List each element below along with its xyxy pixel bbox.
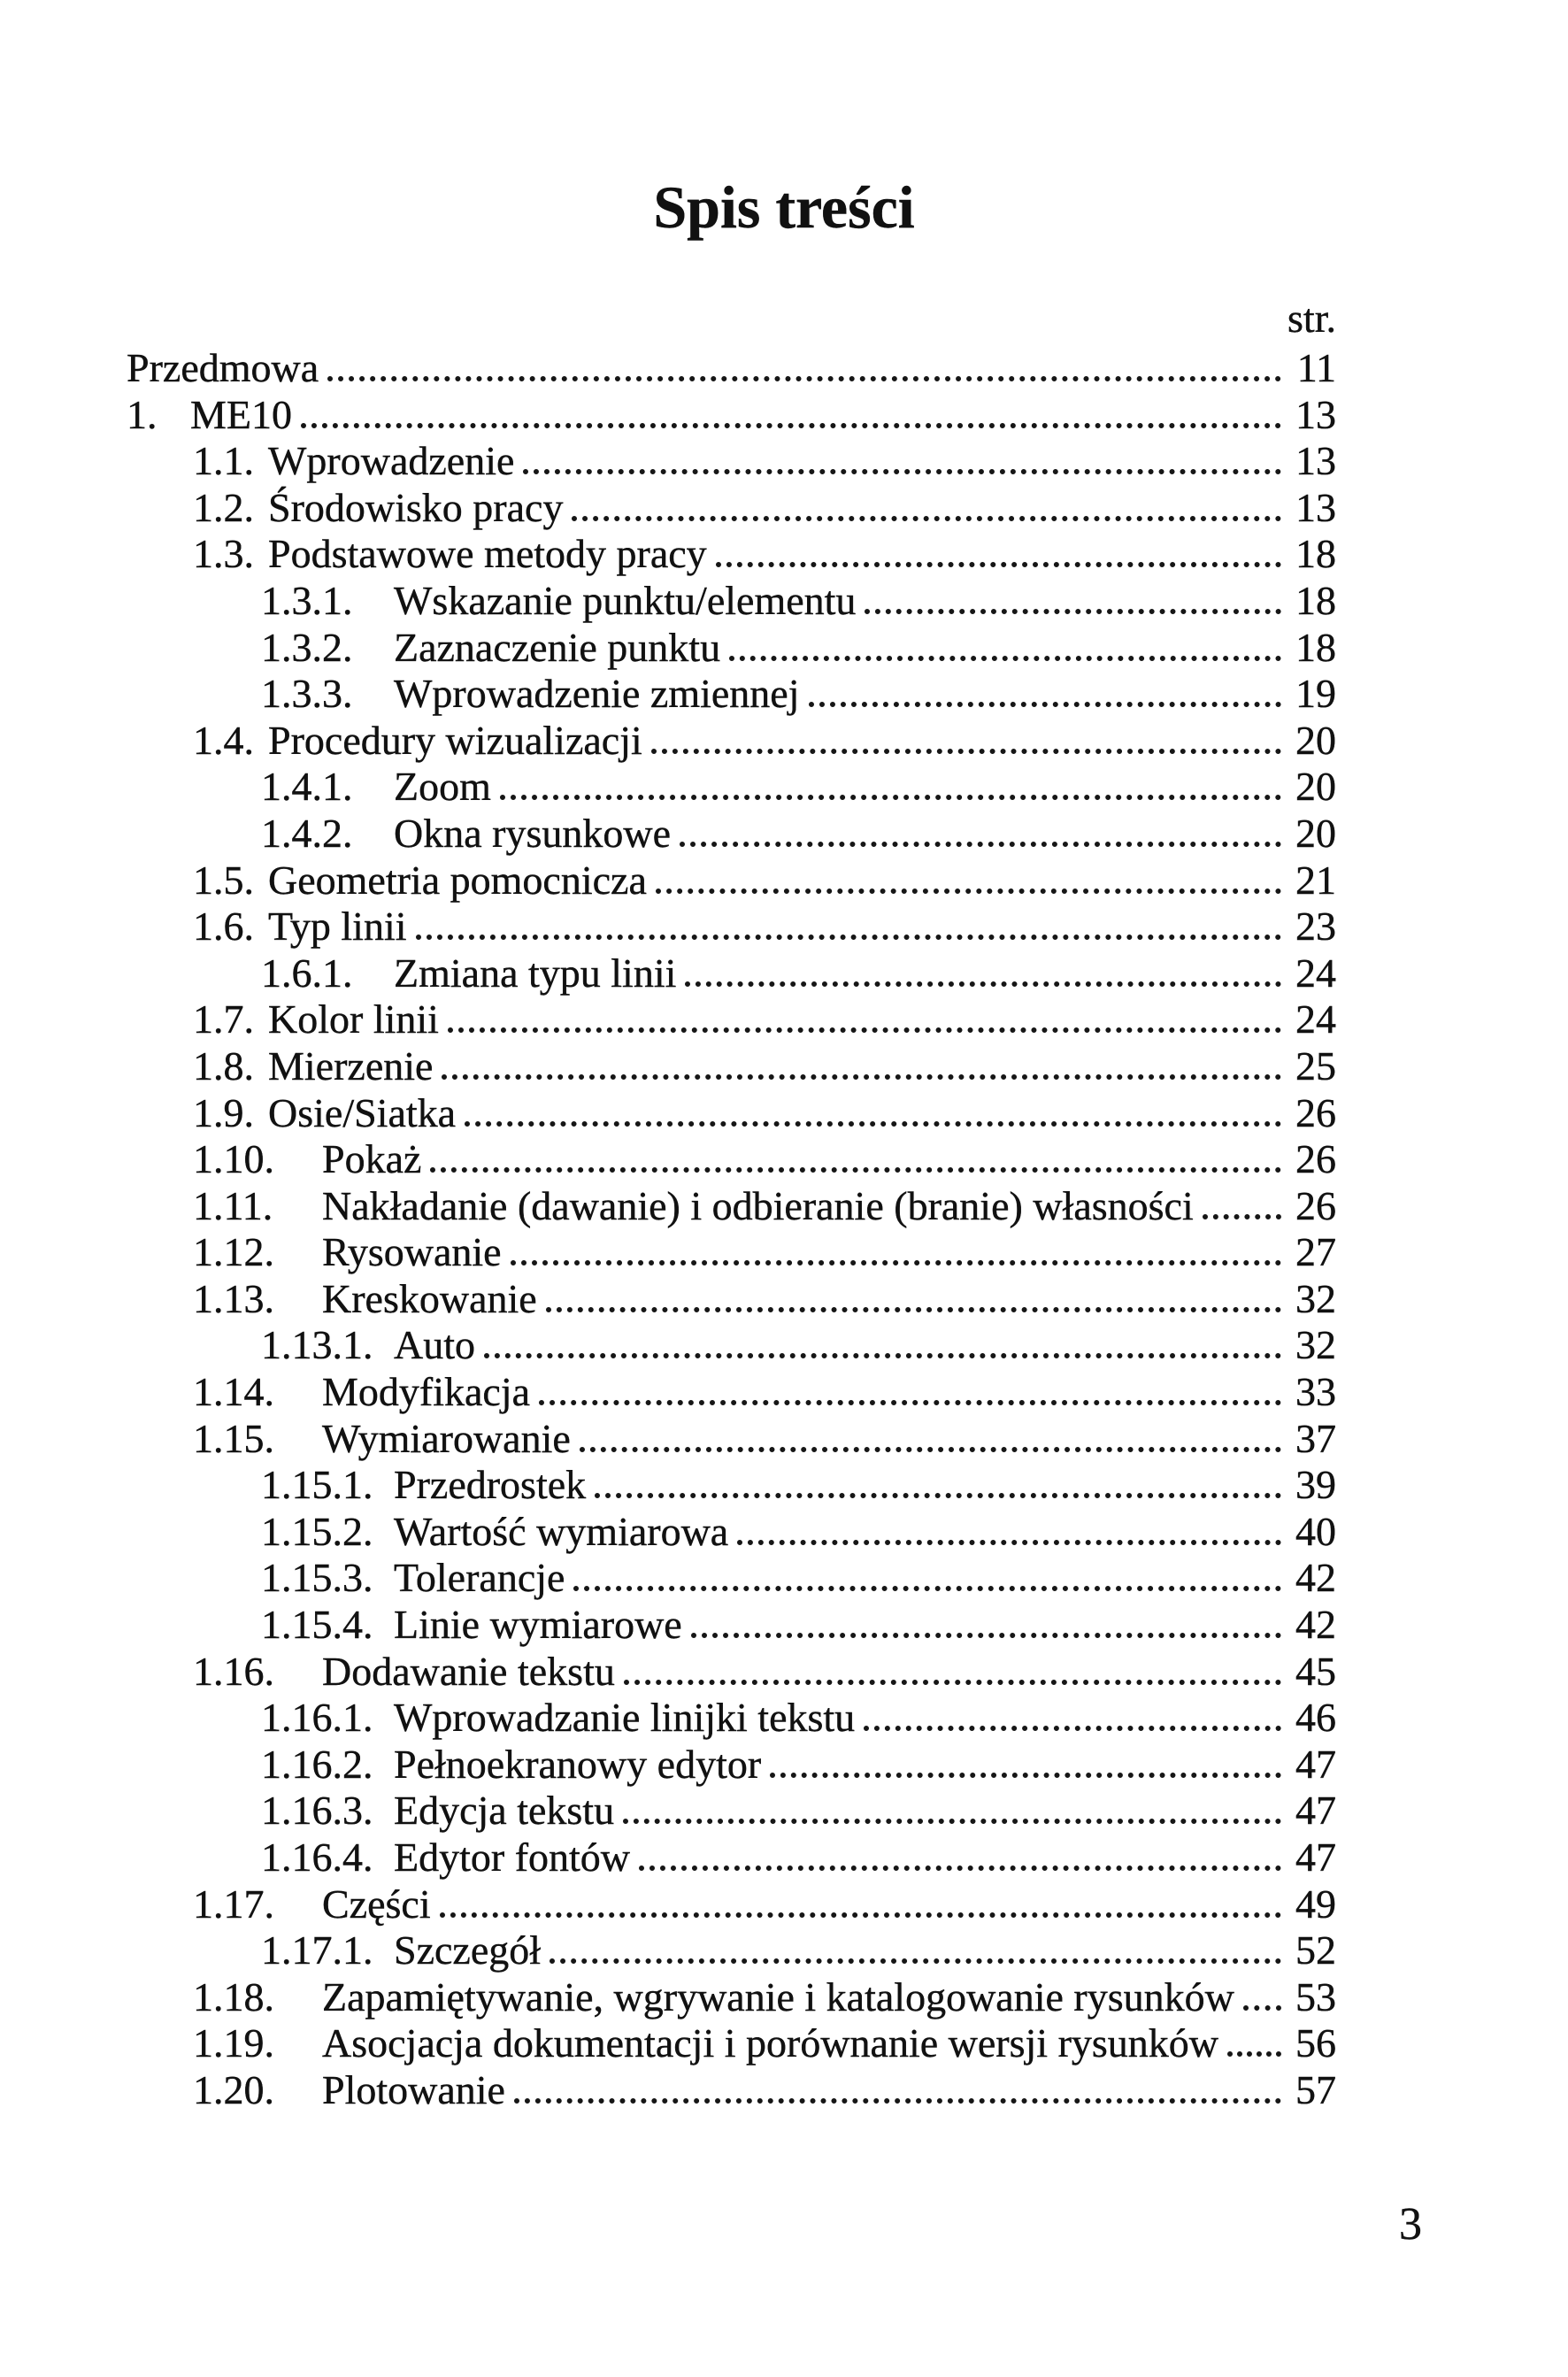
toc-row: [127, 1881, 1336, 1928]
toc-entry-label: 1.4.: [193, 717, 254, 763]
toc-entry-label: 1.15.1.: [261, 1462, 373, 1508]
toc-entry-title: Okna rysunkowe: [394, 810, 671, 856]
toc-row: [127, 1183, 1336, 1230]
leader-dots: [770, 1767, 1281, 1778]
toc-entry-title: Linie wymiarowe: [394, 1602, 682, 1648]
toc-row: [127, 1742, 1336, 1789]
toc-entry-page: 32: [1295, 1275, 1336, 1321]
leader-dots: [685, 976, 1281, 987]
toc-entry-page: 42: [1295, 1555, 1336, 1601]
toc-entry-page: 52: [1295, 1927, 1336, 1973]
toc-entry-label: 1.15.4.: [261, 1602, 373, 1648]
toc-row: [127, 1322, 1336, 1369]
leader-dots: [511, 1255, 1281, 1265]
toc-entry-title: Środowisko pracy: [268, 484, 564, 530]
toc-entry-title: Wymiarowanie: [322, 1415, 571, 1461]
leader-dots: [595, 1488, 1281, 1498]
toc-entry-page: 24: [1295, 996, 1336, 1042]
toc-entry-title: Osie/Siatka: [268, 1089, 457, 1135]
toc-row: [127, 950, 1336, 997]
toc-entry-title: Kreskowanie: [322, 1275, 537, 1321]
leader-dots: [864, 1720, 1281, 1731]
toc-entry-page: 53: [1295, 1973, 1336, 2019]
toc-row: [127, 1416, 1336, 1463]
toc-entry-label: 1.12.: [193, 1229, 274, 1275]
leader-dots: [729, 650, 1281, 661]
toc-entry-label: 1.15.3.: [261, 1555, 373, 1601]
toc-row: [127, 996, 1336, 1043]
leader-dots: [301, 418, 1281, 428]
toc-entry-label: 1.17.: [193, 1881, 274, 1927]
toc-entry-title: Wprowadzanie linijki tekstu: [394, 1695, 856, 1741]
toc-entry-page: 32: [1295, 1322, 1336, 1368]
toc-row: [127, 2067, 1336, 2114]
toc-entry-label: 1.3.1.: [261, 577, 353, 623]
leader-dots: [1227, 2046, 1281, 2057]
toc-entry-page: 56: [1295, 2020, 1336, 2066]
toc-entry-title: Części: [322, 1881, 431, 1927]
leader-dots: [1243, 2000, 1281, 2011]
leader-dots: [572, 511, 1281, 521]
toc-entry-label: 1.20.: [193, 2066, 274, 2112]
page-column-header: str.: [1287, 296, 1336, 341]
toc-entry-page: 47: [1295, 1741, 1336, 1787]
toc-entry-label: 1.11.: [193, 1182, 273, 1228]
toc-entry-page: 47: [1295, 1835, 1336, 1880]
leader-dots: [484, 1348, 1281, 1358]
toc-row: [127, 1788, 1336, 1835]
toc-row: [127, 718, 1336, 765]
leader-dots: [500, 789, 1281, 800]
leader-dots: [691, 1627, 1281, 1638]
leader-dots: [651, 743, 1281, 754]
toc-entry-title: Auto: [394, 1322, 475, 1368]
toc-row: [127, 1043, 1336, 1090]
toc-entry-page: 18: [1295, 531, 1336, 577]
toc-entry-label: 1.15.: [193, 1415, 274, 1461]
toc-entry-title: Wprowadzenie: [268, 438, 515, 484]
leader-dots: [623, 1813, 1281, 1824]
toc-entry-page: 42: [1295, 1602, 1336, 1648]
leader-dots: [580, 1442, 1281, 1452]
toc-entry-title: Podstawowe metody pracy: [268, 531, 707, 577]
toc-entry-page: 20: [1295, 810, 1336, 856]
leader-dots: [573, 1581, 1281, 1591]
toc-row: [127, 345, 1336, 392]
toc-entry-page: 19: [1295, 671, 1336, 717]
leader-dots: [440, 1907, 1281, 1918]
toc-entry-label: 1.16.1.: [261, 1695, 373, 1741]
toc-content: [127, 296, 1336, 2114]
toc-entry-label: 1.3.2.: [261, 624, 353, 670]
toc-entry-title: Wskazanie punktu/elementu: [394, 577, 857, 623]
toc-row: [127, 485, 1336, 532]
toc-entry-page: 26: [1295, 1089, 1336, 1135]
leader-dots: [809, 696, 1282, 707]
toc-entry-title: Plotowanie: [322, 2066, 505, 2112]
toc-entry-page: 57: [1295, 2066, 1336, 2112]
toc-entry-title: Zapamiętywanie, wgrywanie i katalogowanie rysunków: [322, 1973, 1234, 2019]
leader-dots: [448, 1022, 1281, 1033]
leader-dots: [716, 557, 1281, 567]
toc-entry-label: 1.18.: [193, 1973, 274, 2019]
toc-entry-label: 1.13.: [193, 1275, 274, 1321]
toc-row: [127, 1509, 1336, 1556]
toc-entry-label: 1.7.: [193, 996, 254, 1042]
toc-row: [127, 1090, 1336, 1137]
toc-list: [127, 345, 1336, 2114]
toc-entry-page: 20: [1295, 717, 1336, 763]
toc-row: [127, 392, 1336, 439]
leader-dots: [416, 929, 1281, 940]
toc-entry-page: 45: [1295, 1648, 1336, 1694]
toc-entry-title: Asocjacja dokumentacji i porównanie wersji rysunków: [322, 2020, 1219, 2066]
leader-dots: [523, 464, 1281, 474]
toc-row: [127, 671, 1336, 718]
toc-row: [127, 811, 1336, 858]
toc-row: [127, 1555, 1336, 1602]
toc-entry-page: 37: [1295, 1415, 1336, 1461]
toc-entry-page: 20: [1295, 764, 1336, 810]
leader-dots: [865, 604, 1281, 614]
toc-row: [127, 1276, 1336, 1323]
leader-dots: [442, 1069, 1281, 1080]
toc-row: [127, 1695, 1336, 1742]
toc-row: [127, 625, 1336, 672]
toc-entry-label: 1.: [127, 391, 158, 437]
toc-entry-label: 1.16.3.: [261, 1788, 373, 1834]
toc-entry-label: 1.3.: [193, 531, 254, 577]
toc-entry-label: 1.3.3.: [261, 671, 353, 717]
toc-row: [127, 764, 1336, 811]
toc-entry-page: 23: [1295, 904, 1336, 950]
toc-entry-title: ME10: [190, 391, 292, 437]
toc-entry-page: 13: [1295, 484, 1336, 530]
toc-entry-label: 1.16.4.: [261, 1835, 373, 1880]
toc-row: [127, 1974, 1336, 2021]
toc-entry-title: Rysowanie: [322, 1229, 502, 1275]
toc-entry-label: 1.8.: [193, 1042, 254, 1088]
toc-entry-title: Procedury wizualizacji: [268, 717, 642, 763]
toc-entry-page: 18: [1295, 577, 1336, 623]
toc-entry-title: Pełnoekranowy edytor: [394, 1741, 762, 1787]
page-number: 3: [1399, 2199, 1422, 2250]
toc-entry-page: 26: [1295, 1136, 1336, 1182]
toc-row: [127, 1462, 1336, 1509]
toc-entry-title: Geometria pomocnicza: [268, 857, 647, 903]
toc-entry-page: 21: [1295, 857, 1336, 903]
leader-dots: [624, 1674, 1281, 1685]
toc-entry-label: 1.9.: [193, 1089, 254, 1135]
toc-entry-title: Zoom: [394, 764, 491, 810]
toc-entry-title: Dodawanie tekstu: [322, 1648, 615, 1694]
toc-row: [127, 2020, 1336, 2067]
toc-entry-page: 13: [1295, 438, 1336, 484]
leader-dots: [680, 836, 1281, 847]
leader-dots: [514, 2093, 1281, 2104]
toc-entry-title: Mierzenie: [268, 1042, 434, 1088]
toc-entry-title: Szczegół: [394, 1927, 542, 1973]
toc-entry-page: 18: [1295, 624, 1336, 670]
toc-entry-page: 40: [1295, 1508, 1336, 1554]
toc-entry-page: 27: [1295, 1229, 1336, 1275]
toc-entry-title: Wartość wymiarowa: [394, 1508, 729, 1554]
leader-dots: [656, 883, 1281, 894]
toc-entry-label: 1.6.: [193, 904, 254, 950]
leader-dots: [550, 1953, 1281, 1964]
toc-entry-page: 39: [1295, 1462, 1336, 1508]
toc-row: [127, 531, 1336, 578]
toc-entry-page: 26: [1295, 1182, 1336, 1228]
toc-row: [127, 1835, 1336, 1881]
toc-entry-page: 33: [1295, 1369, 1336, 1415]
toc-entry-page: 25: [1295, 1042, 1336, 1088]
toc-row: [127, 1136, 1336, 1183]
toc-entry-title: Zmiana typu linii: [394, 950, 677, 996]
leader-dots: [737, 1535, 1281, 1545]
toc-row: [127, 858, 1336, 904]
toc-entry-page: 24: [1295, 950, 1336, 996]
toc-entry-page: 46: [1295, 1695, 1336, 1741]
toc-entry-title: Pokaż: [322, 1136, 422, 1182]
toc-entry-page: 11: [1296, 345, 1336, 390]
toc-entry-page: 49: [1295, 1881, 1336, 1927]
toc-entry-label: 1.2.: [193, 484, 254, 530]
toc-entry-label: 1.10.: [193, 1136, 274, 1182]
toc-row: [127, 578, 1336, 625]
leader-dots: [327, 371, 1281, 381]
toc-entry-title: Wprowadzenie zmiennej: [394, 671, 800, 717]
toc-entry-title: Przedmowa: [127, 345, 319, 390]
toc-entry-title: Przedrostek: [394, 1462, 587, 1508]
toc-entry-title: Zaznaczenie punktu: [394, 624, 721, 670]
toc-entry-page: 47: [1295, 1788, 1336, 1834]
toc-entry-label: 1.14.: [193, 1369, 274, 1415]
toc-entry-label: 1.4.2.: [261, 810, 353, 856]
leader-dots: [430, 1162, 1281, 1173]
toc-entry-label: 1.1.: [193, 438, 254, 484]
toc-entry-title: Edytor fontów: [394, 1835, 631, 1880]
toc-entry-label: 1.4.1.: [261, 764, 353, 810]
leader-dots: [639, 1860, 1281, 1871]
toc-entry-label: 1.13.1.: [261, 1322, 373, 1368]
page-title: Spis treści: [653, 173, 915, 241]
toc-row: [127, 1369, 1336, 1416]
toc-entry-title: Tolerancje: [394, 1555, 565, 1601]
toc-entry-label: 1.16.: [193, 1648, 274, 1694]
leader-dots: [1203, 1209, 1281, 1219]
toc-entry-label: 1.15.2.: [261, 1508, 373, 1554]
toc-entry-title: Edycja tekstu: [394, 1788, 615, 1834]
toc-entry-label: 1.5.: [193, 857, 254, 903]
leader-dots: [465, 1116, 1281, 1127]
toc-entry-label: 1.16.2.: [261, 1741, 373, 1787]
toc-entry-title: Nakładanie (dawanie) i odbieranie (branie) własności: [322, 1182, 1194, 1228]
toc-entry-title: Modyfikacja: [322, 1369, 531, 1415]
toc-entry-label: 1.6.1.: [261, 950, 353, 996]
toc-entry-label: 1.19.: [193, 2020, 274, 2066]
toc-entry-title: Kolor linii: [268, 996, 439, 1042]
toc-entry-label: 1.17.1.: [261, 1927, 373, 1973]
leader-dots: [539, 1395, 1281, 1405]
toc-row: [127, 904, 1336, 950]
toc-row: [127, 1229, 1336, 1276]
toc-row: [127, 1649, 1336, 1696]
leader-dots: [546, 1302, 1281, 1312]
toc-entry-page: 13: [1295, 391, 1336, 437]
toc-row: [127, 1602, 1336, 1649]
toc-entry-title: Typ linii: [268, 904, 407, 950]
toc-row: [127, 1927, 1336, 1974]
toc-row: [127, 438, 1336, 485]
